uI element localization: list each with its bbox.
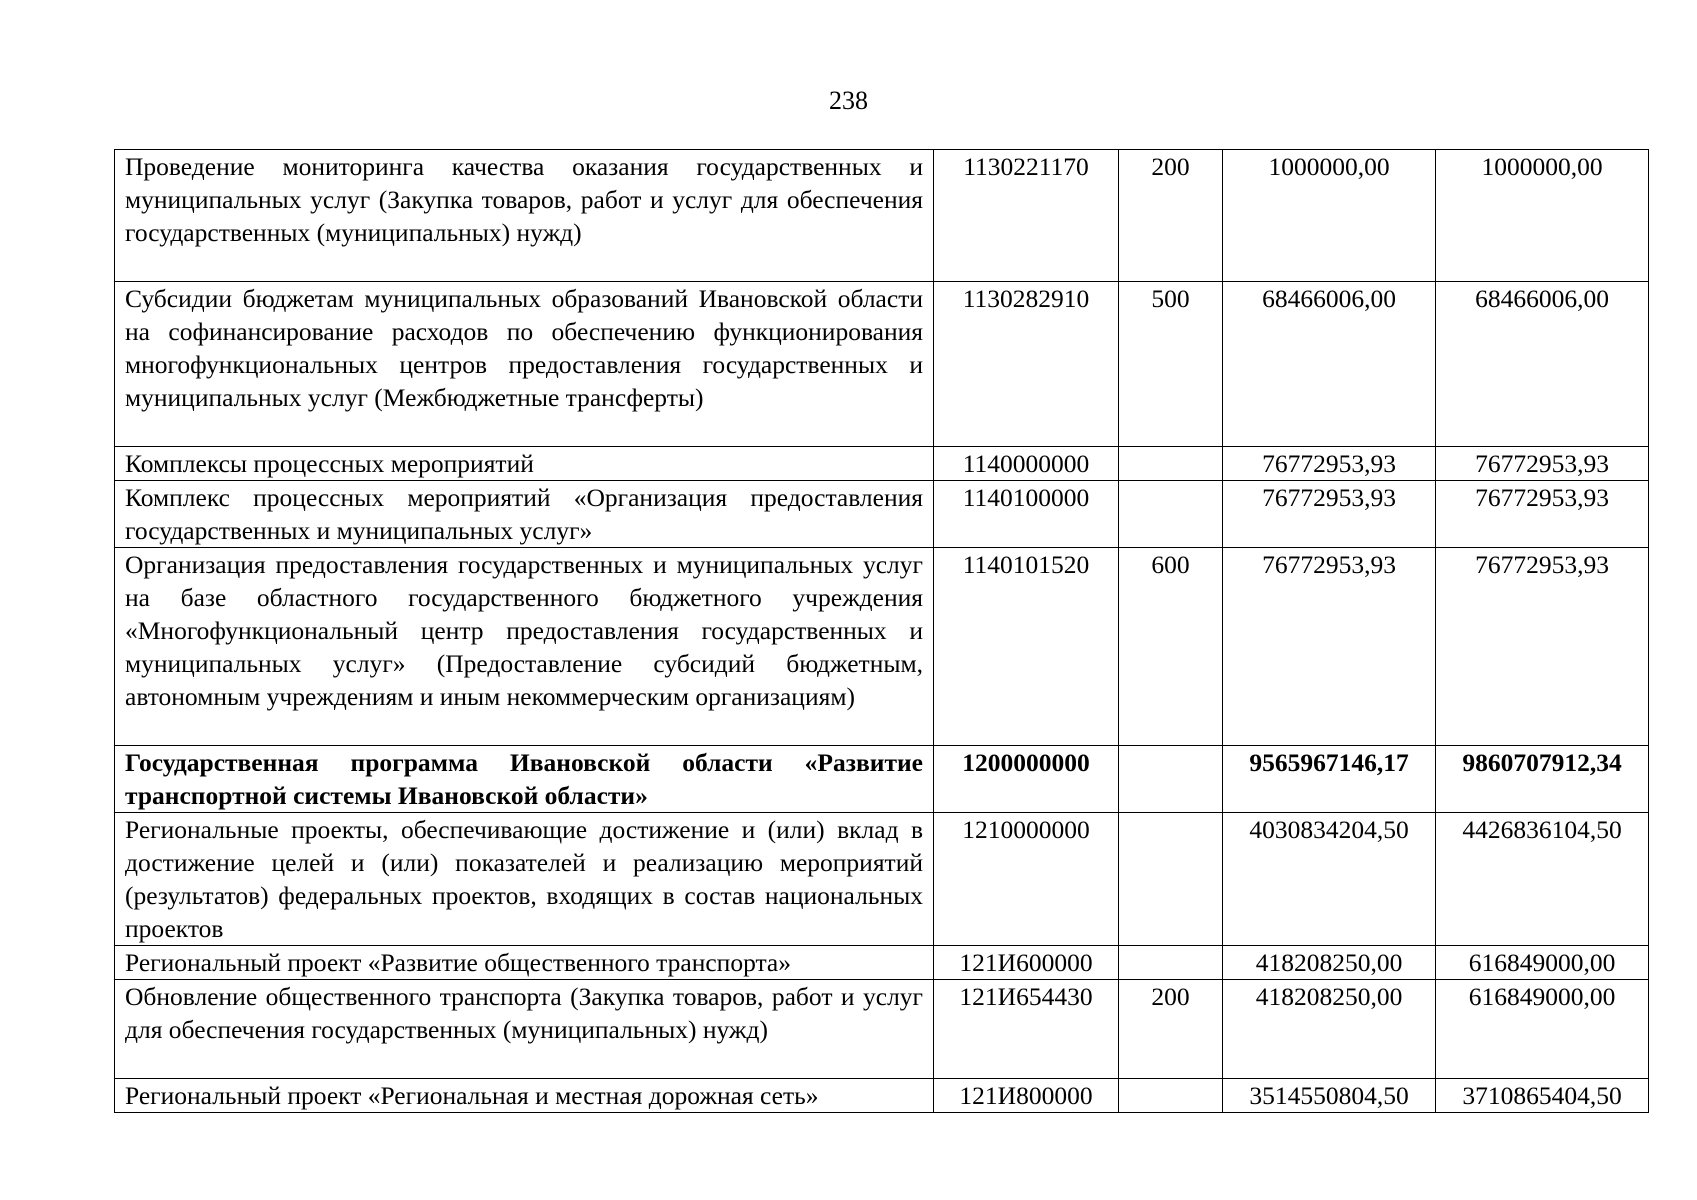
row-code: 1140000000	[934, 447, 1119, 481]
row-name: Обновление общественного транспорта (Закупка товаров, работ и услуг для обеспечения государственных (муниципальных) нужд)	[115, 980, 934, 1079]
row-name: Комплексы процессных мероприятий	[115, 447, 934, 481]
row-code: 121И600000	[934, 946, 1119, 980]
table-row	[115, 447, 1649, 481]
row-code: 1140100000	[934, 481, 1119, 548]
row-code: 1210000000	[934, 813, 1119, 946]
table-row	[115, 548, 1649, 746]
row-amount-2: 76772953,93	[1436, 447, 1649, 481]
row-code: 1200000000	[934, 746, 1119, 813]
budget-table	[114, 149, 1649, 1113]
row-name: Региональный проект «Региональная и местная дорожная сеть»	[115, 1079, 934, 1113]
row-amount-1: 4030834204,50	[1223, 813, 1436, 946]
row-code: 121И800000	[934, 1079, 1119, 1113]
row-code: 1130221170	[934, 150, 1119, 282]
row-amount-2: 68466006,00	[1436, 282, 1649, 447]
row-amount-1: 418208250,00	[1223, 946, 1436, 980]
row-name: Проведение мониторинга качества оказания государственных и муниципальных услуг (Закупка товаров, работ и услуг для обеспечения государственных (муниципальных) нужд)	[115, 150, 934, 282]
row-expense-type	[1119, 746, 1223, 813]
table-row	[115, 481, 1649, 548]
row-amount-1: 1000000,00	[1223, 150, 1436, 282]
row-code: 1130282910	[934, 282, 1119, 447]
row-amount-1: 68466006,00	[1223, 282, 1436, 447]
row-amount-1: 76772953,93	[1223, 447, 1436, 481]
row-expense-type: 600	[1119, 548, 1223, 746]
row-amount-2: 76772953,93	[1436, 481, 1649, 548]
row-expense-type	[1119, 813, 1223, 946]
row-amount-2: 3710865404,50	[1436, 1079, 1649, 1113]
row-amount-1: 418208250,00	[1223, 980, 1436, 1079]
row-expense-type	[1119, 447, 1223, 481]
row-code: 1140101520	[934, 548, 1119, 746]
table-row	[115, 746, 1649, 813]
row-amount-2: 9860707912,34	[1436, 746, 1649, 813]
row-code: 121И654430	[934, 980, 1119, 1079]
row-name: Региональные проекты, обеспечивающие достижение и (или) вклад в достижение целей и (или) показателей и реализацию мероприятий (результатов) федеральных проектов, входящих в состав национальных проектов	[115, 813, 934, 946]
row-expense-type	[1119, 1079, 1223, 1113]
row-amount-2: 4426836104,50	[1436, 813, 1649, 946]
row-amount-2: 616849000,00	[1436, 980, 1649, 1079]
row-amount-2: 616849000,00	[1436, 946, 1649, 980]
table-row	[115, 946, 1649, 980]
row-amount-1: 76772953,93	[1223, 481, 1436, 548]
table-row	[115, 282, 1649, 447]
row-amount-1: 3514550804,50	[1223, 1079, 1436, 1113]
budget-table-body	[115, 150, 1649, 1113]
page-number: 238	[829, 86, 868, 115]
row-name: Государственная программа Ивановской области «Развитие транспортной системы Ивановской области»	[115, 746, 934, 813]
table-row	[115, 150, 1649, 282]
row-expense-type	[1119, 481, 1223, 548]
row-amount-1: 76772953,93	[1223, 548, 1436, 746]
row-expense-type: 500	[1119, 282, 1223, 447]
table-row	[115, 1079, 1649, 1113]
row-expense-type: 200	[1119, 980, 1223, 1079]
row-amount-2: 1000000,00	[1436, 150, 1649, 282]
row-expense-type: 200	[1119, 150, 1223, 282]
row-amount-1: 9565967146,17	[1223, 746, 1436, 813]
row-name: Субсидии бюджетам муниципальных образований Ивановской области на софинансирование расходов по обеспечению функционирования многофункциональных центров предоставления государственных и муниципальных услуг (Межбюджетные трансферты)	[115, 282, 934, 447]
row-name: Региональный проект «Развитие общественного транспорта»	[115, 946, 934, 980]
table-row	[115, 980, 1649, 1079]
row-name: Организация предоставления государственных и муниципальных услуг на базе областного государственного бюджетного учреждения «Многофункциональный центр предоставления государственных и муниципальных услуг» (Предоставление субсидий бюджетным, автономным учреждениям и иным некоммерческим организациям)	[115, 548, 934, 746]
row-amount-2: 76772953,93	[1436, 548, 1649, 746]
table-row	[115, 813, 1649, 946]
row-expense-type	[1119, 946, 1223, 980]
row-name: Комплекс процессных мероприятий «Организация предоставления государственных и муниципальных услуг»	[115, 481, 934, 548]
